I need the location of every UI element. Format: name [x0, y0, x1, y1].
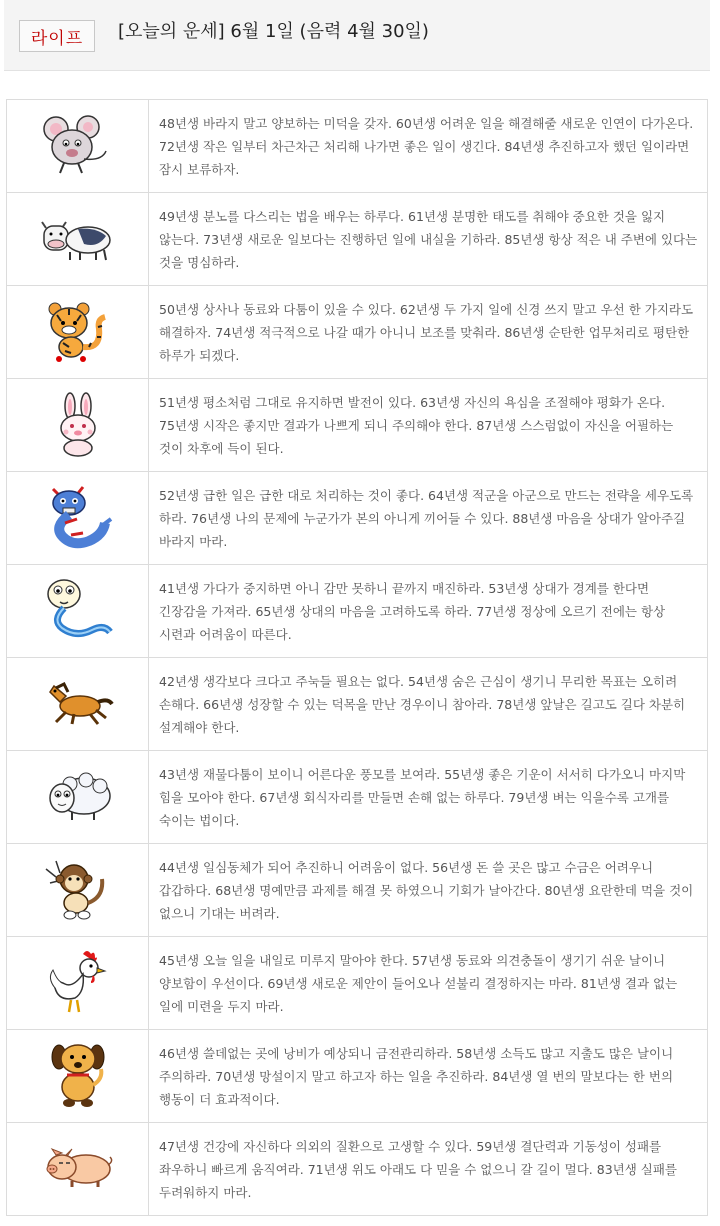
fortune-table — [6, 99, 708, 1216]
monkey-icon — [42, 857, 114, 923]
table-row — [7, 565, 708, 658]
icon-cell — [7, 379, 149, 472]
icon-cell — [7, 1123, 149, 1216]
fortune-text: 48년생 바라지 말고 양보하는 미덕을 갖자. 60년생 어려운 일을 해결해줄 새로운 인연이 다가온다. 72년생 작은 일부터 차근차근 처리해 나가면 좋은 일이 생긴다. 84년생 추진하고자 했던 일이라면 잠시 보류하자. — [149, 100, 708, 193]
icon-cell — [7, 751, 149, 844]
fortune-text: 41년생 가다가 중지하면 아니 감만 못하니 끝까지 매진하라. 53년생 상대가 경계를 한다면 긴장감을 가져라. 65년생 상대의 마음을 고려하도록 하라. 77년생 정상에 오르기 전에는 항상 시련과 어려움이 따른다. — [149, 565, 708, 658]
table-row — [7, 193, 708, 286]
fortune-text: 50년생 상사나 동료와 다툼이 있을 수 있다. 62년생 두 가지 일에 신경 쓰지 말고 우선 한 가지라도 해결하자. 74년생 적극적으로 나갈 때가 아니니 보조를 맞춰라. 86년생 순탄한 업무처리로 평탄한 하루가 되겠다. — [149, 286, 708, 379]
fortune-text: 42년생 생각보다 크다고 주눅들 필요는 없다. 54년생 숨은 근심이 생기니 무리한 목표는 오히려 손해다. 66년생 성장할 수 있는 덕목을 만난 경우이니 참아라. 78년생 앞날은 길고도 길다 차분히 설계해야 한다. — [149, 658, 708, 751]
dog-icon — [47, 1039, 109, 1113]
icon-cell — [7, 1030, 149, 1123]
horse-icon — [42, 682, 114, 726]
table-row — [7, 751, 708, 844]
category-badge[interactable]: 라이프 — [19, 20, 95, 52]
table-row — [7, 472, 708, 565]
table-row — [7, 844, 708, 937]
table-row — [7, 937, 708, 1030]
ox-icon — [40, 214, 116, 264]
table-row — [7, 286, 708, 379]
page-title: [오늘의 운세] 6월 1일 (음력 4월 30일) — [118, 21, 429, 42]
icon-cell — [7, 193, 149, 286]
icon-cell — [7, 100, 149, 193]
sheep-icon — [42, 770, 114, 824]
icon-cell — [7, 937, 149, 1030]
snake-icon — [42, 576, 114, 646]
fortune-text: 52년생 급한 일은 급한 대로 처리하는 것이 좋다. 64년생 적군을 아군으로 만드는 전략을 세우도록 하라. 76년생 나의 문제에 누군가가 본의 아니게 끼어들 수 있다. 88년생 마음을 상대가 알아주길 바라지 마라. — [149, 472, 708, 565]
table-row — [7, 100, 708, 193]
fortune-text: 43년생 재물다툼이 보이니 어른다운 풍모를 보여라. 55년생 좋은 기운이 서서히 다가오니 마지막 힘을 모아야 한다. 67년생 회식자리를 만들면 손해 없는 하루다. 79년생 벼는 익을수록 고개를 숙이는 법이다. — [149, 751, 708, 844]
table-row — [7, 379, 708, 472]
rabbit-icon — [48, 392, 108, 458]
fortune-text: 51년생 평소처럼 그대로 유지하면 발전이 있다. 63년생 자신의 욕심을 조절해야 평화가 온다. 75년생 시작은 좋지만 결과가 나쁘게 되니 주의해야 한다. 87년생 스스럼없이 자신을 어필하는 것이 차후에 득이 된다. — [149, 379, 708, 472]
fortune-text: 46년생 쓸데없는 곳에 낭비가 예상되니 금전관리하라. 58년생 소득도 많고 지출도 많은 날이니 주의하라. 70년생 망설이지 말고 하고자 하는 일을 추진하라. 84년생 열 번의 말보다는 한 번의 행동이 더 효과적이다. — [149, 1030, 708, 1123]
rat-icon — [40, 115, 116, 177]
article-header — [4, 0, 710, 71]
tiger-icon — [43, 299, 113, 365]
icon-cell — [7, 658, 149, 751]
table-row — [7, 1123, 708, 1216]
table-row — [7, 1030, 708, 1123]
fortune-text: 44년생 일심동체가 되어 추진하니 어려움이 없다. 56년생 돈 쓸 곳은 많고 수금은 어려우니 갑갑하다. 68년생 명예만큼 과제를 해결 못 하였으니 기회가 날아간다. 80년생 요란한데 먹을 것이 없으니 기대는 버려라. — [149, 844, 708, 937]
icon-cell — [7, 472, 149, 565]
dragon-icon — [43, 483, 113, 553]
fortune-text: 47년생 건강에 자신하다 의외의 질환으로 고생할 수 있다. 59년생 결단력과 기동성이 성패를 좌우하니 빠르게 움직여라. 71년생 위도 아래도 다 믿을 수 없으니 갈 길이 멀다. 83년생 실패를 두려워하지 마라. — [149, 1123, 708, 1216]
fortune-text: 49년생 분노를 다스리는 법을 배우는 하루다. 61년생 분명한 태도를 취해야 중요한 것을 잃지 않는다. 73년생 새로운 일보다는 진행하던 일에 내실을 기하라. 85년생 항상 적은 내 주변에 있다는 것을 명심하라. — [149, 193, 708, 286]
table-row — [7, 658, 708, 751]
icon-cell — [7, 286, 149, 379]
pig-icon — [42, 1147, 114, 1191]
icon-cell — [7, 565, 149, 658]
icon-cell — [7, 844, 149, 937]
rooster-icon — [45, 948, 111, 1018]
fortune-text: 45년생 오늘 일을 내일로 미루지 말아야 한다. 57년생 동료와 의견충돌이 생기기 쉬운 날이니 양보함이 우선이다. 69년생 새로운 제안이 들어오나 섣불리 결정하지는 마라. 81년생 결과 없는 일에 미련을 두지 마라. — [149, 937, 708, 1030]
